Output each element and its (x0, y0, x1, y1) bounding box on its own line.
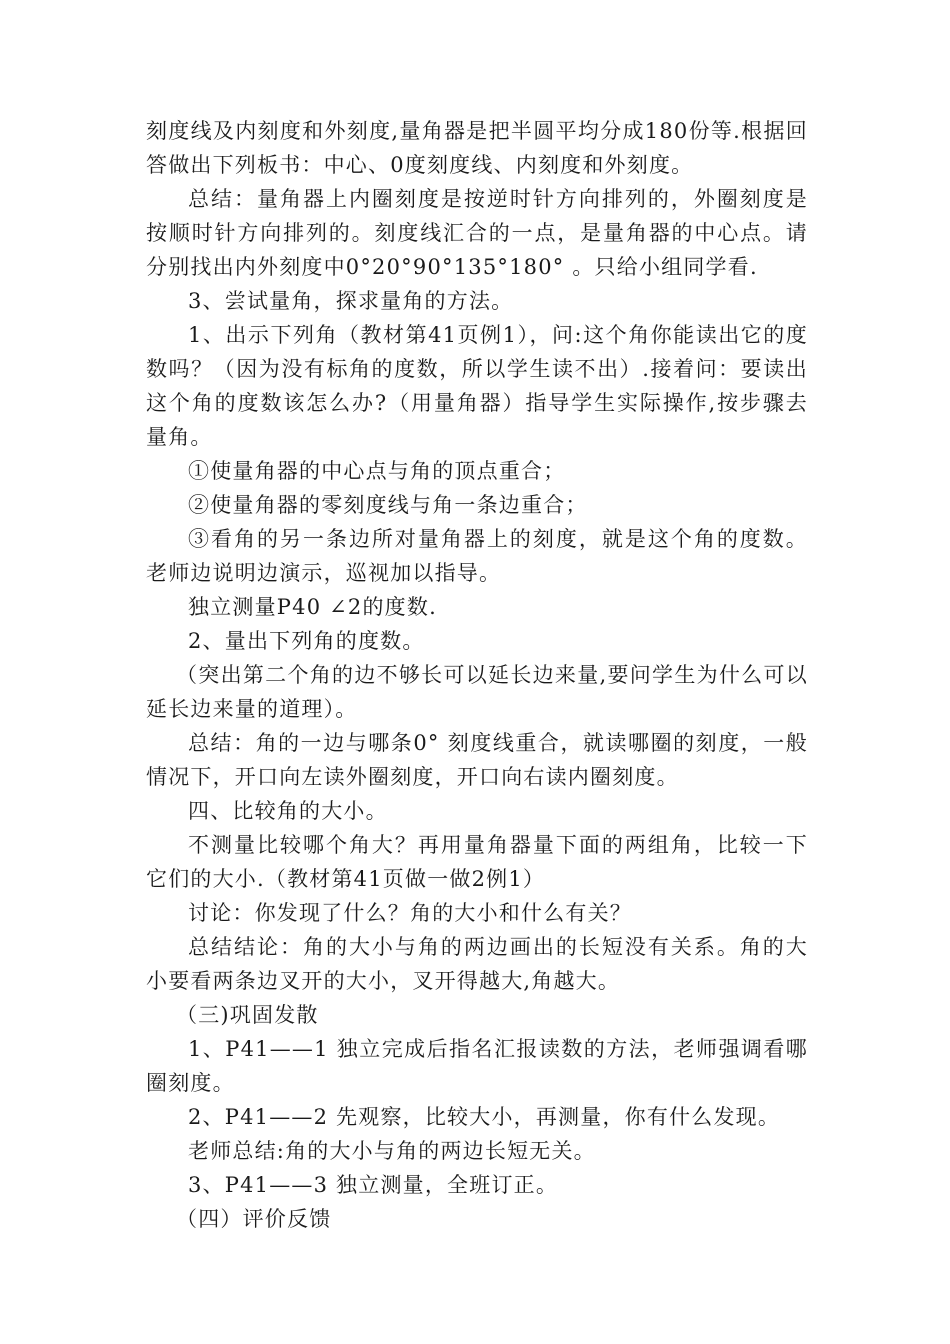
paragraph-20: 3、P41——3 独立测量，全班订正。 (188, 1173, 559, 1197)
paragraph-19: 老师总结:角的大小与角的两边长短无关。 (188, 1139, 596, 1163)
paragraph-1: 刻度线及内刻度和外刻度,量角器是把半圆平均分成180份等.根据回答做出下列板书：中心、0度刻度线、内刻度和外刻度。 (146, 119, 808, 177)
paragraph-14: 讨论：你发现了什么？角的大小和什么有关？ (188, 901, 632, 925)
paragraph-9: 2、量出下列角的度数。 (188, 629, 425, 653)
paragraph-16: （三)巩固发散 (176, 1003, 319, 1027)
paragraph-12: 四、比较角的大小。 (188, 799, 388, 823)
paragraph-6: ②使量角器的零刻度线与角一条边重合； (188, 493, 588, 517)
paragraph-5: ①使量角器的中心点与角的顶点重合； (188, 459, 566, 483)
paragraph-18: 2、P41——2 先观察，比较大小，再测量，你有什么发现。 (188, 1105, 781, 1129)
paragraph-10: （突出第二个角的边不够长可以延长边来量,要问学生为什么可以延长边来量的道理）。 (146, 663, 808, 721)
paragraph-13: 不测量比较哪个角大？再用量角器量下面的两组角，比较一下它们的大小.（教材第41页做一做2例1） (146, 833, 808, 891)
paragraph-15: 总结结论：角的大小与角的两边画出的长短没有关系。角的大小要看两条边叉开的大小，叉开得越大,角越大。 (146, 935, 808, 993)
paragraph-4: 1、出示下列角（教材第41页例1），问:这个角你能读出它的度数吗？（因为没有标角的度数，所以学生读不出）.接着问：要读出这个角的度数该怎么办?（用量角器）指导学生实际操作,按步骤去量角。 (146, 323, 808, 449)
paragraph-7: ③看角的另一条边所对量角器上的刻度，就是这个角的度数。老师边说明边演示，巡视加以指导。 (146, 527, 808, 585)
document-body (146, 114, 808, 1236)
paragraph-11: 总结：角的一边与哪条0° 刻度线重合，就读哪圈的刻度，一般情况下，开口向左读外圈刻度，开口向右读内圈刻度。 (146, 731, 808, 789)
paragraph-21: （四）评价反馈 (176, 1207, 332, 1231)
paragraph-17: 1、P41——1 独立完成后指名汇报读数的方法，老师强调看哪圈刻度。 (146, 1037, 808, 1095)
paragraph-2: 总结：量角器上内圈刻度是按逆时针方向排列的，外圈刻度是按顺时针方向排列的。刻度线汇合的一点，是量角器的中心点。请分别找出内外刻度中0°20°90°135°180° 。只给小组同学看. (146, 187, 808, 279)
paragraph-3: 3、尝试量角，探求量角的方法。 (188, 289, 514, 313)
paragraph-8: 独立测量P40 ∠2的度数. (188, 595, 437, 619)
